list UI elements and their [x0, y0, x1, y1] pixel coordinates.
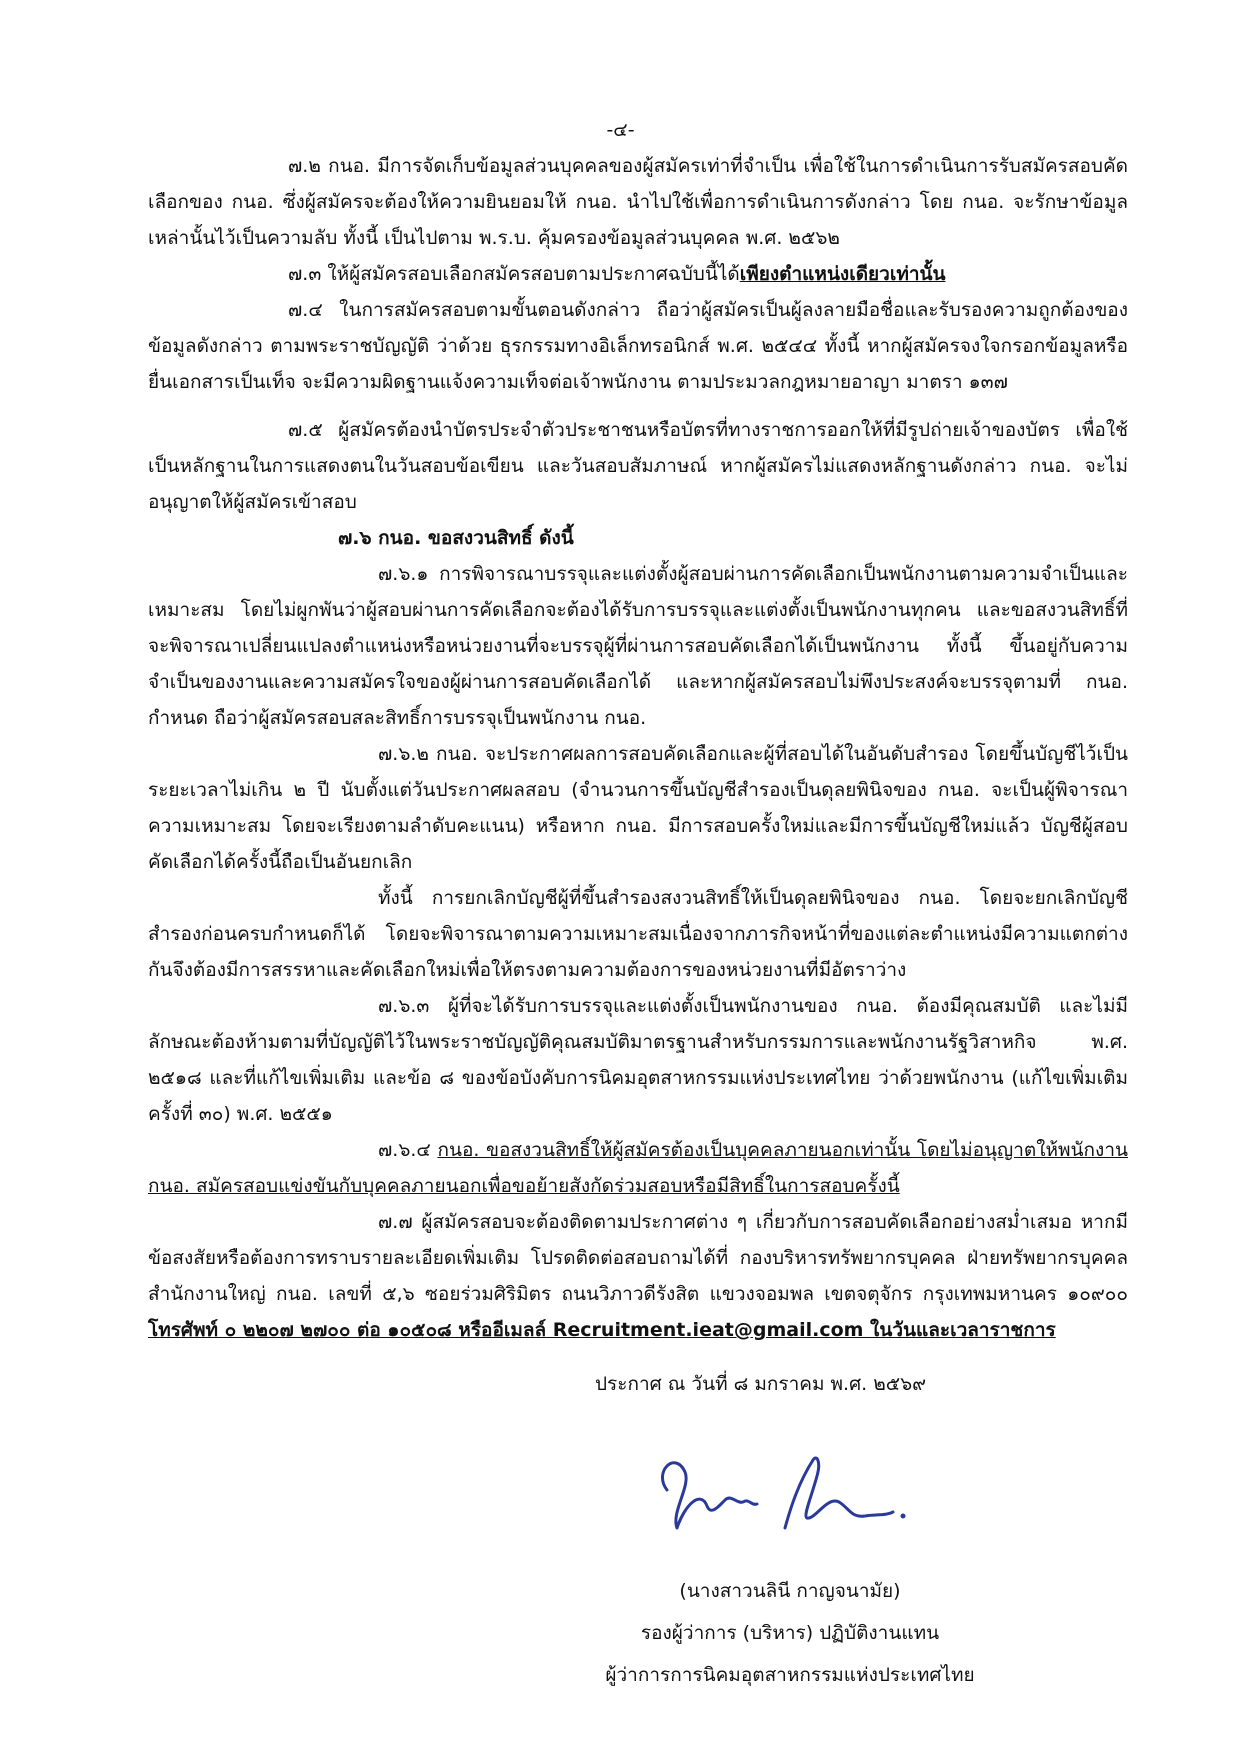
paragraph-7-6-2-note: ทั้งนี้ การยกเลิกบัญชีผู้ที่ขึ้นสำรองสงวนสิทธิ์ให้เป็นดุลยพินิจของ กนอ. โดยจะยกเลิกบัญชีสำรองก่อนครบกำหนดก็ได้ โดยจะพิจารณาตามความเหมาะสมเนื่องจากภารกิจหน้าที่ของแต่ละตำแหน่งมีความแตกต่างกันจึงต้องมีการสรรหาและคัดเลือกใหม่เพื่อให้ตรงตามความต้องการของหน่วยงานที่มีอัตราว่าง	[148, 887, 1128, 981]
signatory-position: รองผู้ว่าการ (บริหาร) ปฏิบัติงานแทน	[640, 1622, 940, 1644]
announcement-date: ประกาศ ณ วันที่ ๘ มกราคม พ.ศ. ๒๕๖๙	[595, 1373, 927, 1395]
contact-info: โทรศัพท์ ๐ ๒๒๐๗ ๒๗๐๐ ต่อ ๑๐๕๐๘ หรืออีเมลล์ Recruitment.ieat@gmail.com ในวันและเวลาราชการ	[148, 1319, 1056, 1341]
page-number: -๔-	[606, 119, 635, 141]
paragraph-7-6-4-underlined: กนอ. ขอสงวนสิทธิ์ให้ผู้สมัครต้องเป็นบุคคลภายนอกเท่านั้น โดยไม่อนุญาตให้พนักงาน กนอ. สมัครสอบแข่งขันกับบุคคลภายนอกเพื่อขอย้ายสังกัดร่วมสอบหรือมีสิทธิ์ในการสอบครั้งนี้	[148, 1139, 1128, 1197]
paragraph-7-6-3: ๗.๖.๓ ผู้ที่จะได้รับการบรรจุและแต่งตั้งเป็นพนักงานของ กนอ. ต้องมีคุณสมบัติ และไม่มีลักษณะต้องห้ามตามที่บัญญัติไว้ในพระราชบัญญัติคุณสมบัติมาตรฐานสำหรับกรรมการและพนักงานรัฐวิสาหกิจ พ.ศ. ๒๕๑๘ และที่แก้ไขเพิ่มเติม และข้อ ๘ ของข้อบังคับการนิคมอุตสาหกรรมแห่งประเทศไทย ว่าด้วยพนักงาน (แก้ไขเพิ่มเติม ครั้งที่ ๓๐) พ.ศ. ๒๕๕๑	[148, 995, 1128, 1125]
paragraph-7-6-4-number: ๗.๖.๔	[378, 1139, 438, 1161]
paragraph-7-6-1: ๗.๖.๑ การพิจารณาบรรจุและแต่งตั้งผู้สอบผ่านการคัดเลือกเป็นพนักงานตามความจำเป็นและเหมาะสม โดยไม่ผูกพันว่าผู้สอบผ่านการคัดเลือกจะต้องได้รับการบรรจุและแต่งตั้งเป็นพนักงานทุกคน และขอสงวนสิทธิ์ที่จะพิจารณาเปลี่ยนแปลงตำแหน่งหรือหน่วยงานที่จะบรรจุผู้ที่ผ่านการสอบคัดเลือกได้เป็นพนักงาน ทั้งนี้ ขึ้นอยู่กับความจำเป็นของงานและความสมัครใจของผู้ผ่านการสอบคัดเลือกได้ และหากผู้สมัครสอบไม่พึงประสงค์จะบรรจุตามที่ กนอ. กำหนด ถือว่าผู้สมัครสอบสละสิทธิ์การบรรจุเป็นพนักงาน กนอ.	[148, 563, 1128, 729]
paragraph-7-5: ๗.๕ ผู้สมัครต้องนำบัตรประจำตัวประชาชนหรือบัตรที่ทางราชการออกให้ที่มีรูปถ่ายเจ้าของบัตร เพื่อใช้เป็นหลักฐานในการแสดงตนในวันสอบข้อเขียน และวันสอบสัมภาษณ์ หากผู้สมัครไม่แสดงหลักฐานดังกล่าว กนอ. จะไม่อนุญาตให้ผู้สมัครเข้าสอบ	[148, 419, 1128, 513]
signatory-organization: ผู้ว่าการการนิคมอุตสาหกรรมแห่งประเทศไทย	[605, 1664, 975, 1686]
paragraph-7-7	[148, 1204, 1128, 1348]
paragraph-7-3-text: ๗.๓ ให้ผู้สมัครสอบเลือกสมัครสอบตามประกาศฉบับนี้ได้	[288, 263, 740, 285]
document-body	[148, 148, 1128, 1348]
signatory-block	[560, 1570, 1020, 1696]
signatory-name: (นางสาวนลินี กาญจนามัย)	[679, 1580, 901, 1602]
paragraph-7-4: ๗.๔ ในการสมัครสอบตามขั้นตอนดังกล่าว ถือว่าผู้สมัครเป็นผู้ลงลายมือชื่อและรับรองความถูกต้องของข้อมูลดังกล่าว ตามพระราชบัญญัติ ว่าด้วย ธุรกรรมทางอิเล็กทรอนิกส์ พ.ศ. ๒๕๔๔ ทั้งนี้ หากผู้สมัครจงใจกรอกข้อมูลหรือยื่นเอกสารเป็นเท็จ จะมีความผิดฐานแจ้งความเท็จต่อเจ้าพนักงาน ตามประมวลกฎหมายอาญา มาตรา ๑๓๗	[148, 299, 1128, 393]
handwritten-signature	[645, 1420, 945, 1550]
paragraph-7-3	[148, 256, 1128, 292]
paragraph-7-7-text: ๗.๗ ผู้สมัครสอบจะต้องติดตามประกาศต่าง ๆ เกี่ยวกับการสอบคัดเลือกอย่างสม่ำเสมอ หากมีข้อสงสัยหรือต้องการทราบรายละเอียดเพิ่มเติม โปรดติดต่อสอบถามได้ที่ กองบริหารทรัพยากรบุคคล ฝ่ายทรัพยากรบุคคล สำนักงานใหญ่ กนอ. เลขที่ ๕,๖ ซอยร่วมศิริมิตร ถนนวิภาวดีรังสิต แขวงจอมพล เขตจตุจักร กรุงเทพมหานคร ๑๐๙๐๐	[148, 1211, 1128, 1305]
single-position-emphasis: เพียงตำแหน่งเดียวเท่านั้น	[739, 263, 946, 285]
paragraph-7-6-4	[148, 1132, 1128, 1204]
section-heading-7-6: ๗.๖ กนอ. ขอสงวนสิทธิ์ ดังนี้	[338, 527, 574, 549]
paragraph-7-2: ๗.๒ กนอ. มีการจัดเก็บข้อมูลส่วนบุคคลของผู้สมัครเท่าที่จำเป็น เพื่อใช้ในการดำเนินการรับสมัครสอบคัดเลือกของ กนอ. ซึ่งผู้สมัครจะต้องให้ความยินยอมให้ กนอ. นำไปใช้เพื่อการดำเนินการดังกล่าว โดย กนอ. จะรักษาข้อมูลเหล่านั้นไว้เป็นความลับ ทั้งนี้ เป็นไปตาม พ.ร.บ. คุ้มครองข้อมูลส่วนบุคคล พ.ศ. ๒๕๖๒	[148, 155, 1128, 249]
paragraph-7-6-2: ๗.๖.๒ กนอ. จะประกาศผลการสอบคัดเลือกและผู้ที่สอบได้ในอันดับสำรอง โดยขึ้นบัญชีไว้เป็นระยะเวลาไม่เกิน ๒ ปี นับตั้งแต่วันประกาศผลสอบ (จำนวนการขึ้นบัญชีสำรองเป็นดุลยพินิจของ กนอ. จะเป็นผู้พิจารณาความเหมาะสม โดยจะเรียงตามลำดับคะแนน) หรือหาก กนอ. มีการสอบครั้งใหม่และมีการขึ้นบัญชีใหม่แล้ว บัญชีผู้สอบคัดเลือกได้ครั้งนี้ถือเป็นอันยกเลิก	[148, 743, 1128, 873]
